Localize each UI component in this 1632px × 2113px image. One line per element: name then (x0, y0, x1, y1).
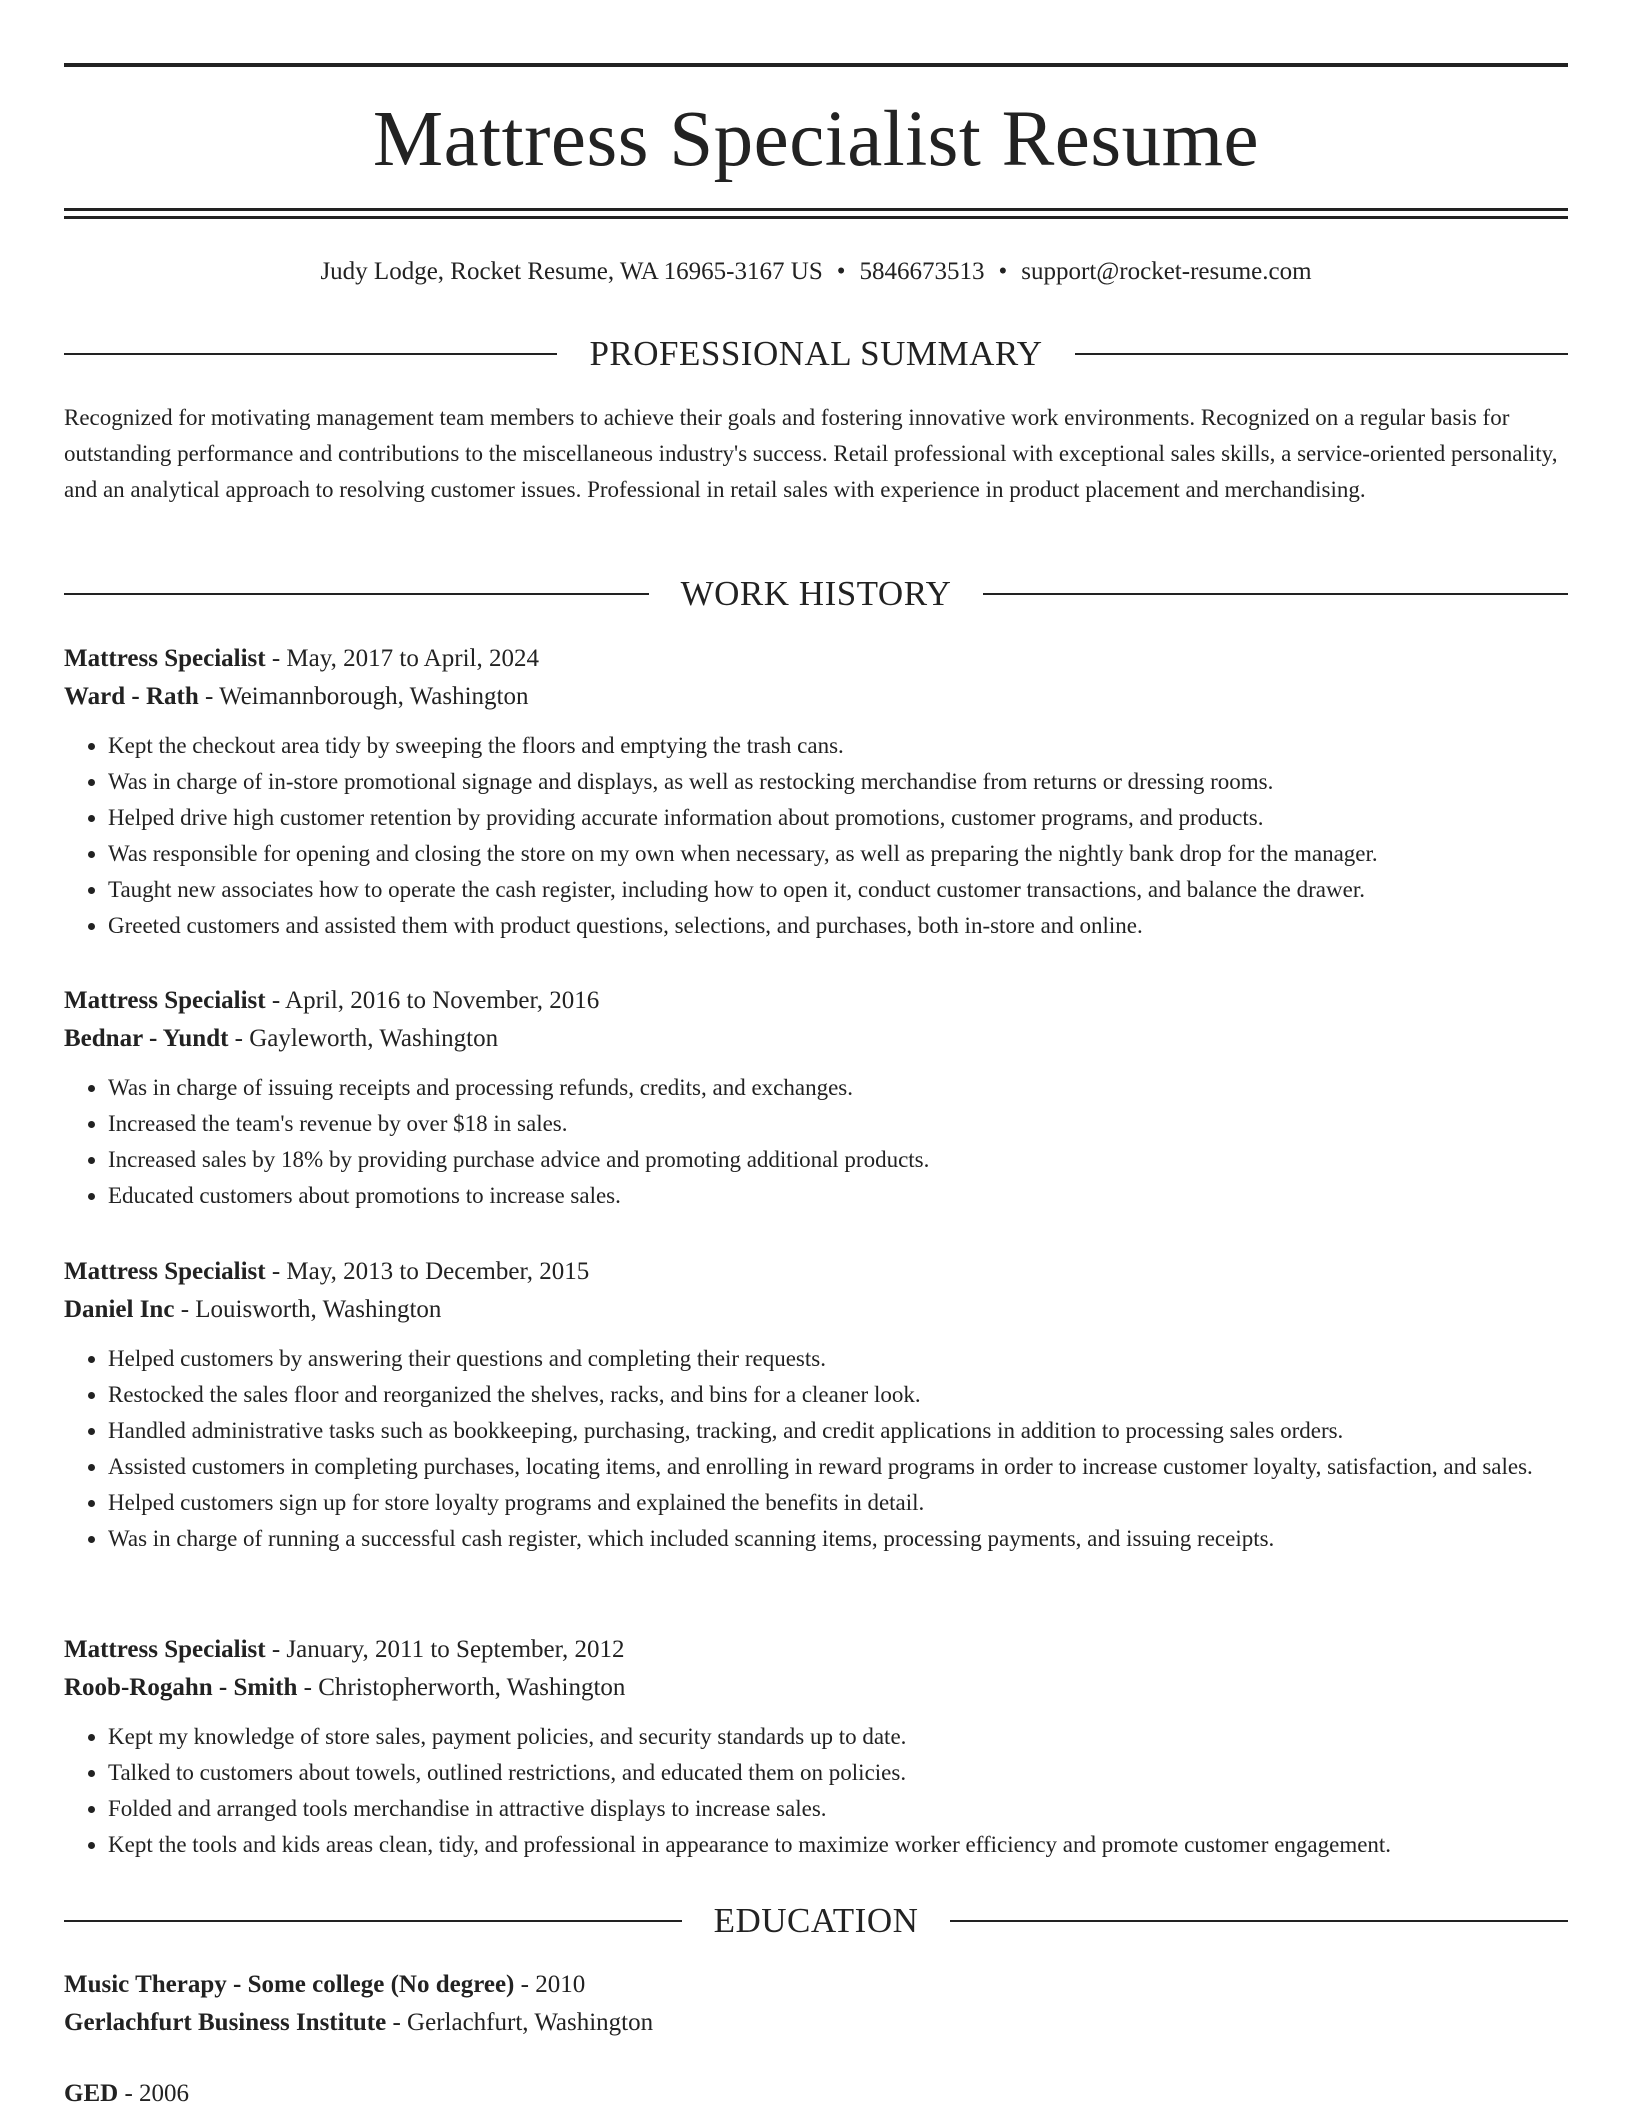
job-bullet: • Restocked the sales floor and reorganized the shelves, racks, and bins for a cleaner look. (108, 1377, 1568, 1413)
job-bullet: • Was in charge of in-store promotional signage and displays, as well as restocking merchandise from returns or dressing rooms. (108, 764, 1568, 800)
heading-rule (1075, 353, 1568, 355)
job-bullet: • Talked to customers about towels, outlined restrictions, and educated them on policies. (108, 1755, 1568, 1791)
job-dates: - May, 2013 to December, 2015 (265, 1258, 590, 1285)
job-entry (64, 1253, 1568, 1557)
heading-rule (64, 353, 557, 355)
education-year: - 2006 (118, 2080, 190, 2107)
job-bullet: • Was in charge of running a successful cash register, which included scanning items, processing payments, and issuing receipts. (108, 1521, 1568, 1557)
job-bullet: • Greeted customers and assisted them with product questions, selections, and purchases, both in-store and online. (108, 908, 1568, 944)
job-title-line (64, 1253, 1568, 1291)
contact-line (64, 254, 1568, 290)
job-title: Mattress Specialist (64, 1258, 266, 1285)
job-company: Ward - Rath (64, 683, 199, 710)
job-title: Mattress Specialist (64, 987, 266, 1014)
education-year: - 2010 (514, 1971, 586, 1998)
job-entry (64, 640, 1568, 944)
job-bullets (64, 728, 1568, 944)
job-company-line (64, 1020, 1568, 1058)
education-degree: GED (64, 2080, 119, 2107)
job-location: - Christopherworth, Washington (297, 1674, 626, 1701)
job-bullets (64, 1070, 1568, 1214)
top-rule (64, 63, 1568, 67)
title-rule-upper (64, 208, 1568, 211)
job-company-line (64, 678, 1568, 716)
section-heading-education (64, 1899, 1568, 1943)
job-bullet: • Helped drive high customer retention by providing accurate information about promotions, customer programs, and products. (108, 800, 1568, 836)
job-title: Mattress Specialist (64, 1636, 266, 1663)
title-rule-lower (64, 216, 1568, 219)
job-bullet: • Kept my knowledge of store sales, payment policies, and security standards up to date. (108, 1719, 1568, 1755)
contact-email: support@rocket-resume.com (1021, 258, 1312, 285)
job-bullet: • Helped customers sign up for store loyalty programs and explained the benefits in detail. (108, 1485, 1568, 1521)
job-company-line (64, 1291, 1568, 1329)
job-dates: - May, 2017 to April, 2024 (265, 645, 539, 672)
heading-rule (64, 1920, 682, 1922)
heading-rule (64, 593, 649, 595)
job-title-line (64, 1631, 1568, 1669)
contact-name-address: Judy Lodge, Rocket Resume, WA 16965-3167 US (320, 258, 823, 285)
job-location: - Gayleworth, Washington (228, 1025, 499, 1052)
job-bullet: • Kept the tools and kids areas clean, tidy, and professional in appearance to maximize worker efficiency and promote customer engagement. (108, 1827, 1568, 1863)
heading-rule (950, 1920, 1568, 1922)
job-location: - Weimannborough, Washington (198, 683, 529, 710)
education-entry (64, 1966, 1568, 2042)
job-bullet: • Increased sales by 18% by providing purchase advice and promoting additional products. (108, 1142, 1568, 1178)
job-title-line (64, 640, 1568, 678)
job-bullet: • Kept the checkout area tidy by sweeping the floors and emptying the trash cans. (108, 728, 1568, 764)
education-location: - Gerlachfurt, Washington (386, 2009, 654, 2036)
contact-phone: 5846673513 (859, 258, 985, 285)
job-company: Roob-Rogahn - Smith (64, 1674, 298, 1701)
education-degree-line (64, 1966, 1568, 2004)
job-entry (64, 982, 1568, 1214)
job-location: - Louisworth, Washington (174, 1296, 442, 1323)
job-company-line (64, 1669, 1568, 1707)
job-bullets (64, 1341, 1568, 1557)
resume-title: Mattress Specialist Resume (372, 96, 1260, 183)
job-bullet: • Was in charge of issuing receipts and processing refunds, credits, and exchanges. (108, 1070, 1568, 1106)
education-degree-line (64, 2075, 1568, 2113)
job-bullets (64, 1719, 1568, 1863)
job-title: Mattress Specialist (64, 645, 266, 672)
education-school: Gerlachfurt Business Institute (64, 2009, 387, 2036)
job-entry (64, 1631, 1568, 1863)
summary-text: Recognized for motivating management team members to achieve their goals and fostering innovative work environments. Recognized on a regular basis for outstanding performance and contributions to the miscellaneous industry's success. Retail professional with exceptional sales skills, a service-oriented personality, and an analytical approach to resolving customer issues. Professional in retail sales with experience in product placement and merchandising. (64, 405, 1558, 502)
job-bullet: • Handled administrative tasks such as bookkeeping, purchasing, tracking, and credit applications in addition to processing sales orders. (108, 1413, 1568, 1449)
section-title: EDUCATION (713, 1901, 919, 1940)
job-bullet: • Was responsible for opening and closing the store on my own when necessary, as well as preparing the nightly bank drop for the manager. (108, 836, 1568, 872)
job-bullet: • Folded and arranged tools merchandise in attractive displays to increase sales. (108, 1791, 1568, 1827)
education-school-line (64, 2004, 1568, 2042)
heading-rule (983, 593, 1568, 595)
section-heading-summary (64, 332, 1568, 376)
job-bullet: • Assisted customers in completing purchases, locating items, and enrolling in reward programs in order to increase customer loyalty, satisfaction, and sales. (108, 1449, 1568, 1485)
bullet-separator: • (836, 258, 846, 285)
section-title: PROFESSIONAL SUMMARY (589, 334, 1043, 373)
job-company: Bednar - Yundt (64, 1025, 229, 1052)
education-entry (64, 2075, 1568, 2113)
job-company: Daniel Inc (64, 1296, 175, 1323)
job-dates: - April, 2016 to November, 2016 (265, 987, 600, 1014)
job-bullet: • Taught new associates how to operate the cash register, including how to open it, conduct customer transactions, and balance the drawer. (108, 872, 1568, 908)
job-bullet: • Increased the team's revenue by over $18 in sales. (108, 1106, 1568, 1142)
bullet-separator: • (998, 258, 1008, 285)
job-title-line (64, 982, 1568, 1020)
job-dates: - January, 2011 to September, 2012 (265, 1636, 625, 1663)
education-degree: Music Therapy - Some college (No degree) (64, 1971, 515, 1998)
section-title: WORK HISTORY (680, 574, 952, 613)
section-heading-work (64, 572, 1568, 616)
job-bullet: • Educated customers about promotions to increase sales. (108, 1178, 1568, 1214)
job-bullet: • Helped customers by answering their questions and completing their requests. (108, 1341, 1568, 1377)
